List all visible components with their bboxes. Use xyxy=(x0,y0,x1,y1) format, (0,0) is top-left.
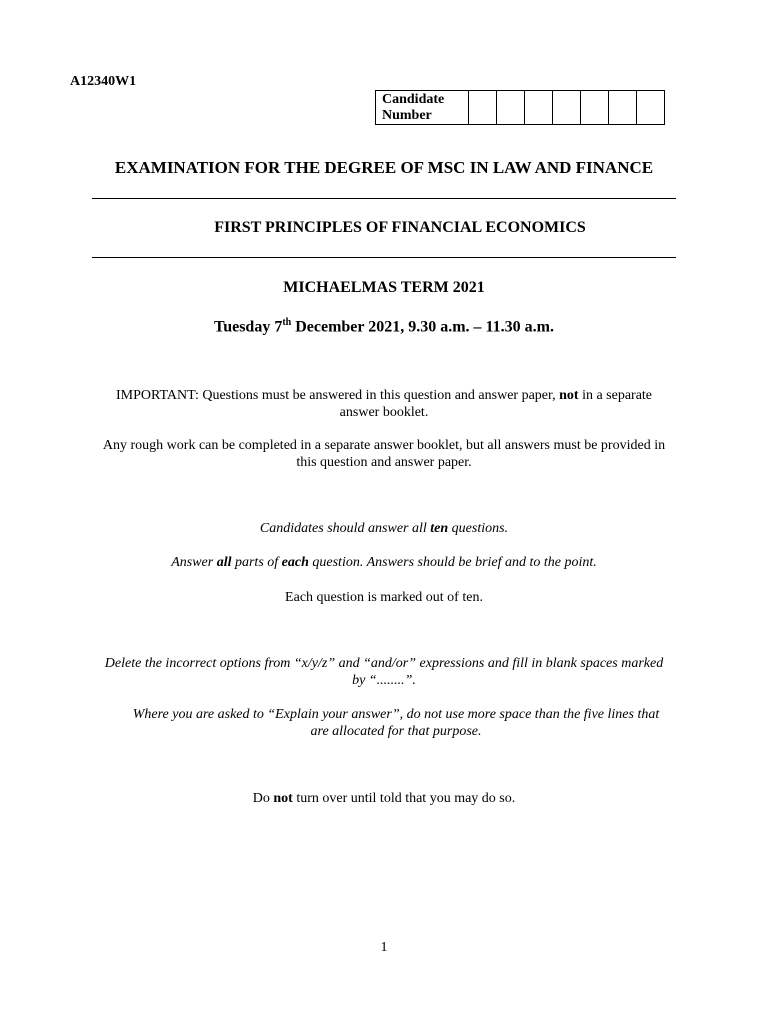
candidate-digit-cell[interactable] xyxy=(469,91,497,125)
term-title: MICHAELMAS TERM 2021 xyxy=(283,279,485,296)
candidate-digit-cell[interactable] xyxy=(497,91,525,125)
candidates-instruction: Candidates should answer all ten questions. xyxy=(259,521,509,536)
candidate-number-box xyxy=(375,90,665,125)
degree-title: EXAMINATION FOR THE DEGREE OF MSC IN LAW AND FINANCE xyxy=(114,158,654,177)
candidate-digit-cell[interactable] xyxy=(609,91,637,125)
explain-instruction: Where you are asked to “Explain your answer”, do not use more space than the five lines that are allocated for that purpose. xyxy=(132,707,660,739)
turn-over-instruction: Do not turn over until told that you may do so. xyxy=(252,791,516,806)
rough-work-instruction: Any rough work can be completed in a separate answer booklet, but all answers must be provided in this question and answer paper. xyxy=(102,438,666,470)
divider xyxy=(92,257,676,258)
page-number: 1 xyxy=(380,940,388,955)
answer-instruction: Answer all parts of each question. Answers should be brief and to the point. xyxy=(171,555,597,570)
candidate-digit-cell[interactable] xyxy=(553,91,581,125)
delete-instruction: Delete the incorrect options from “x/y/z” and “and/or” expressions and fill in blank spaces marked by “........”. xyxy=(104,656,664,688)
divider xyxy=(92,198,676,199)
candidate-digit-cell[interactable] xyxy=(637,91,665,125)
exam-date: Tuesday 7th December 2021, 9.30 a.m. – 11.30 a.m. xyxy=(213,317,554,336)
course-title: FIRST PRINCIPLES OF FINANCIAL ECONOMICS xyxy=(214,219,586,236)
candidate-digit-cell[interactable] xyxy=(581,91,609,125)
important-instruction: IMPORTANT: Questions must be answered in this question and answer paper, not in a separate answer booklet. xyxy=(115,388,653,420)
document-code: A12340W1 xyxy=(70,74,137,89)
marks-instruction: Each question is marked out of ten. xyxy=(285,590,483,605)
candidate-number-label: Candidate Number xyxy=(376,91,469,125)
candidate-digit-cell[interactable] xyxy=(525,91,553,125)
